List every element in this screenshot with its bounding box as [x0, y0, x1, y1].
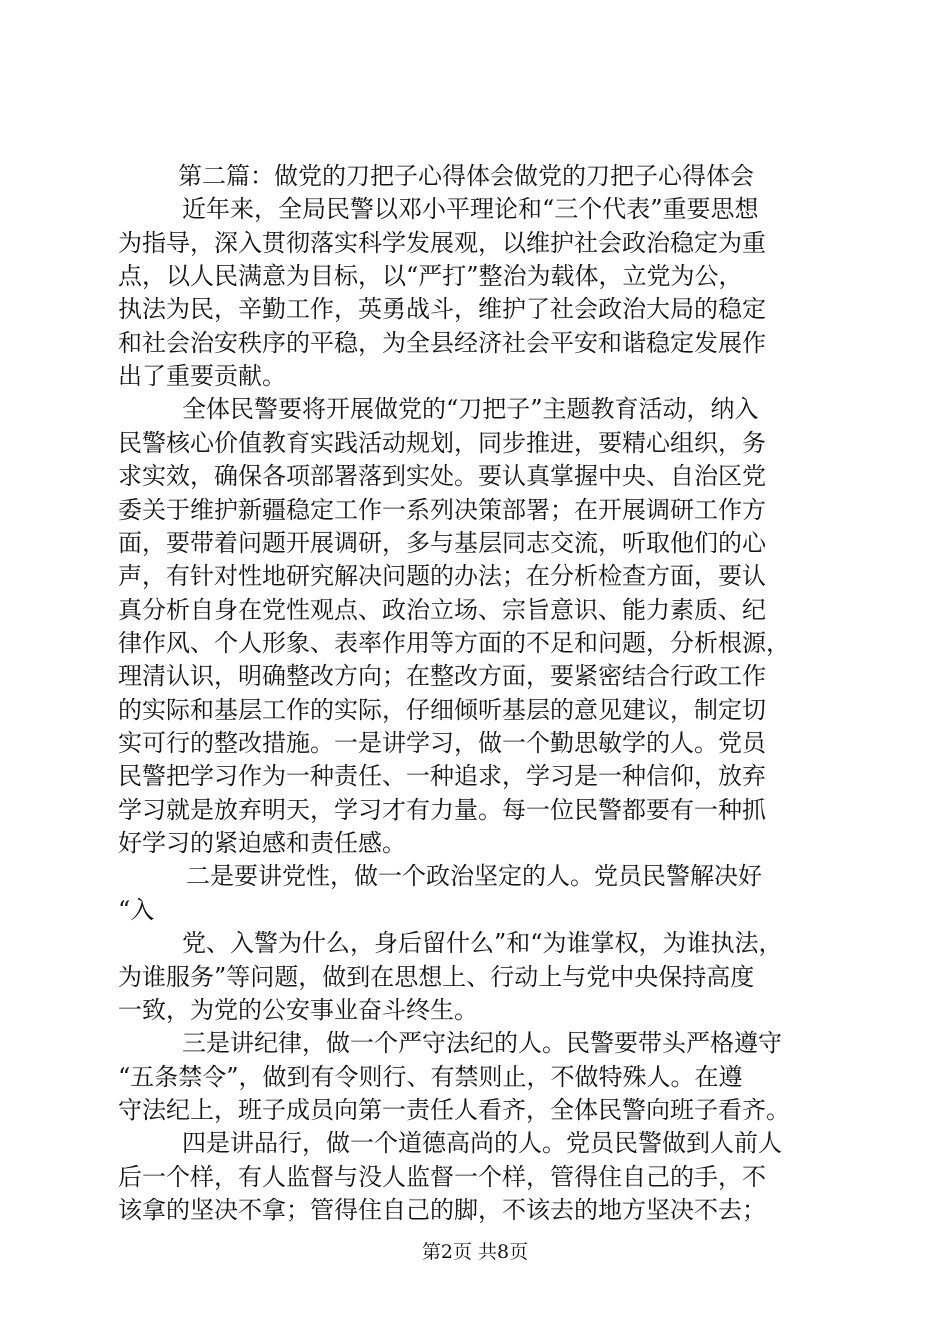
paragraph-line: “入 [118, 896, 155, 924]
paragraph-line: 民警把学习作为一种责任、一种追求，学习是一种信仰，放弃 [118, 762, 766, 790]
paragraph-line: 求实效，确保各项部署落到实处。要认真掌握中央、自治区党 [118, 462, 766, 490]
doc-title: 第二篇：做党的刀把子心得体会做党的刀把子心得体会 [178, 162, 754, 190]
paragraph-line: 三是讲纪律，做一个严守法纪的人。民警要带头严格遵守 [182, 1029, 782, 1057]
paragraph-line: “五条禁令”，做到有令则行、有禁则止，不做特殊人。在遵 [118, 1063, 743, 1091]
paragraph-line: 民警核心价值教育实践活动规划，同步推进，要精心组织，务 [118, 429, 766, 457]
paragraph-line: 全体民警要将开展做党的“刀把子”主题教育活动，纳入 [182, 395, 759, 423]
paragraph-line: 党、入警为什么，身后留什么”和“为谁掌权，为谁执法， [182, 929, 783, 957]
paragraph-line: 后一个样，有人监督与没人监督一个样，管得住自己的手，不 [118, 1163, 766, 1191]
paragraph-line: 学习就是放弃明天，学习才有力量。每一位民警都要有一种抓 [118, 796, 766, 824]
paragraph-line: 真分析自身在党性观点、政治立场、宗旨意识、能力素质、纪 [118, 596, 766, 624]
paragraph-line: 律作风、个人形象、表率作用等方面的不足和问题，分析根源， [118, 629, 790, 657]
paragraph-line: 理清认识，明确整改方向；在整改方面，要紧密结合行政工作 [118, 662, 766, 690]
paragraph-line: 好学习的紧迫感和责任感。 [118, 829, 406, 857]
paragraph-line: 为指导，深入贯彻落实科学发展观，以维护社会政治稳定为重 [118, 229, 766, 257]
paragraph-line: 四是讲品行，做一个道德高尚的人。党员民警做到人前人 [182, 1129, 782, 1157]
page-number: 第2页 共8页 [421, 1241, 529, 1263]
paragraph-line: 守法纪上，班子成员向第一责任人看齐，全体民警向班子看齐。 [118, 1096, 790, 1124]
paragraph-line: 一致，为党的公安事业奋斗终生。 [118, 996, 478, 1024]
paragraph-line: 执法为民，辛勤工作，英勇战斗，维护了社会政治大局的稳定 [118, 295, 766, 323]
paragraph-line: 面，要带着问题开展调研，多与基层同志交流，听取他们的心 [118, 529, 766, 557]
paragraph-line: 为谁服务”等问题，做到在思想上、行动上与党中央保持高度 [118, 963, 755, 991]
paragraph-line: 和社会治安秩序的平稳，为全县经济社会平安和谐稳定发展作 [118, 329, 766, 357]
paragraph-line: 声，有针对性地研究解决问题的办法；在分析检查方面，要认 [118, 562, 766, 590]
paragraph-line: 点，以人民满意为目标，以“严打”整治为载体，立党为公， [118, 262, 743, 290]
paragraph-line: 实可行的整改措施。一是讲学习，做一个勤思敏学的人。党员 [118, 729, 766, 757]
paragraph-line: 的实际和基层工作的实际，仔细倾听基层的意见建议，制定切 [118, 696, 766, 724]
paragraph-line: 二是要讲党性，做一个政治坚定的人。党员民警解决好 [186, 862, 762, 890]
paragraph-line: 出了重要贡献。 [118, 362, 286, 390]
paragraph-line: 近年来，全局民警以邓小平理论和“三个代表”重要思想 [182, 195, 759, 223]
paragraph-line: 委关于维护新疆稳定工作一系列决策部署；在开展调研工作方 [118, 496, 766, 524]
paragraph-line: 该拿的坚决不拿；管得住自己的脚，不该去的地方坚决不去； [118, 1196, 766, 1224]
